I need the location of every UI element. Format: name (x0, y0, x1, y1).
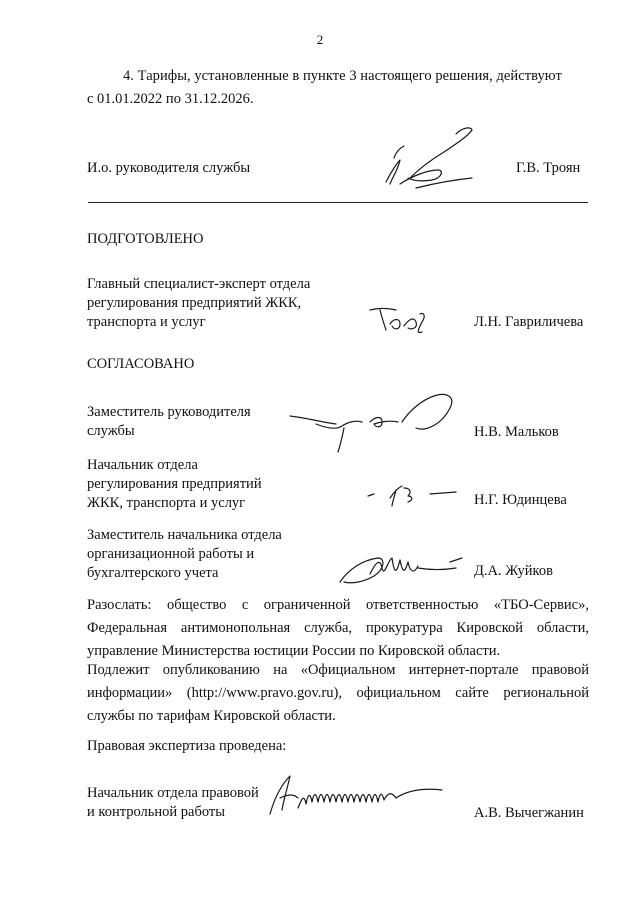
prepared-name: Л.Н. Гавриличева (474, 314, 584, 330)
prepared-position-line: регулирования предприятий ЖКК, (87, 295, 302, 311)
approver-2-position (87, 456, 262, 513)
legal-reviewer-position-line: и контрольной работы (87, 804, 225, 820)
distribution-list: Разослать: общество с ограниченной ответственностью «ТБО-Сервис», Федеральная антимонопольная служба, прокуратура Кировской области, управление Министерства юстиции России по Кировской области. (87, 597, 589, 659)
head-signer-title: И.о. руководителя службы (87, 160, 251, 176)
legal-reviewer-position (87, 784, 259, 822)
handwritten-signature-icon (372, 122, 482, 202)
signature-divider (88, 202, 588, 203)
legal-review-note: Правовая экспертиза проведена: (87, 738, 287, 754)
clause-4-line-2: с 01.01.2022 по 31.12.2026. (87, 91, 254, 107)
prepared-heading: ПОДГОТОВЛЕНО (87, 231, 204, 247)
handwritten-signature-icon (264, 770, 448, 818)
approved-heading: СОГЛАСОВАНО (87, 356, 195, 372)
approver-2-name: Н.Г. Юдинцева (474, 492, 567, 508)
approver-position-line: регулирования предприятий (87, 476, 262, 492)
clause-4-line-1: 4. Тарифы, установленные в пункте 3 настоящего решения, действуют (123, 68, 562, 84)
approver-1-position (87, 403, 251, 441)
approver-position-line: Заместитель руководителя (87, 404, 251, 420)
approver-position-line: Заместитель начальника отдела (87, 527, 282, 543)
handwritten-signature-icon (366, 302, 436, 338)
approver-3-name: Д.А. Жуйков (474, 563, 553, 579)
approver-1-name: Н.В. Мальков (474, 424, 559, 440)
head-signer-name: Г.В. Троян (516, 160, 581, 176)
handwritten-signature-icon (334, 548, 470, 590)
handwritten-signature-icon (286, 388, 466, 454)
clause-4 (87, 65, 589, 111)
prepared-position-line: Главный специалист-эксперт отдела (87, 276, 311, 292)
approver-position-line: службы (87, 423, 135, 439)
legal-reviewer-name: А.В. Вычегжанин (474, 805, 584, 821)
prepared-position (87, 275, 310, 332)
publication-note: Подлежит опубликованию на «Официальном интернет-портале правовой информации» (http://www.pravo.gov.ru), официальном сайте региональной службы по тарифам Кировской области. (87, 662, 589, 724)
prepared-position-line: транспорта и услуг (87, 314, 206, 330)
approver-position-line: Начальник отдела (87, 457, 198, 473)
approver-position-line: организационной работы и (87, 546, 255, 562)
page-number: 2 (316, 32, 324, 47)
approver-3-position (87, 526, 282, 583)
approver-position-line: ЖКК, транспорта и услуг (87, 495, 246, 511)
handwritten-signature-icon (364, 480, 464, 510)
approver-position-line: бухгалтерского учета (87, 565, 219, 581)
legal-reviewer-position-line: Начальник отдела правовой (87, 785, 259, 801)
